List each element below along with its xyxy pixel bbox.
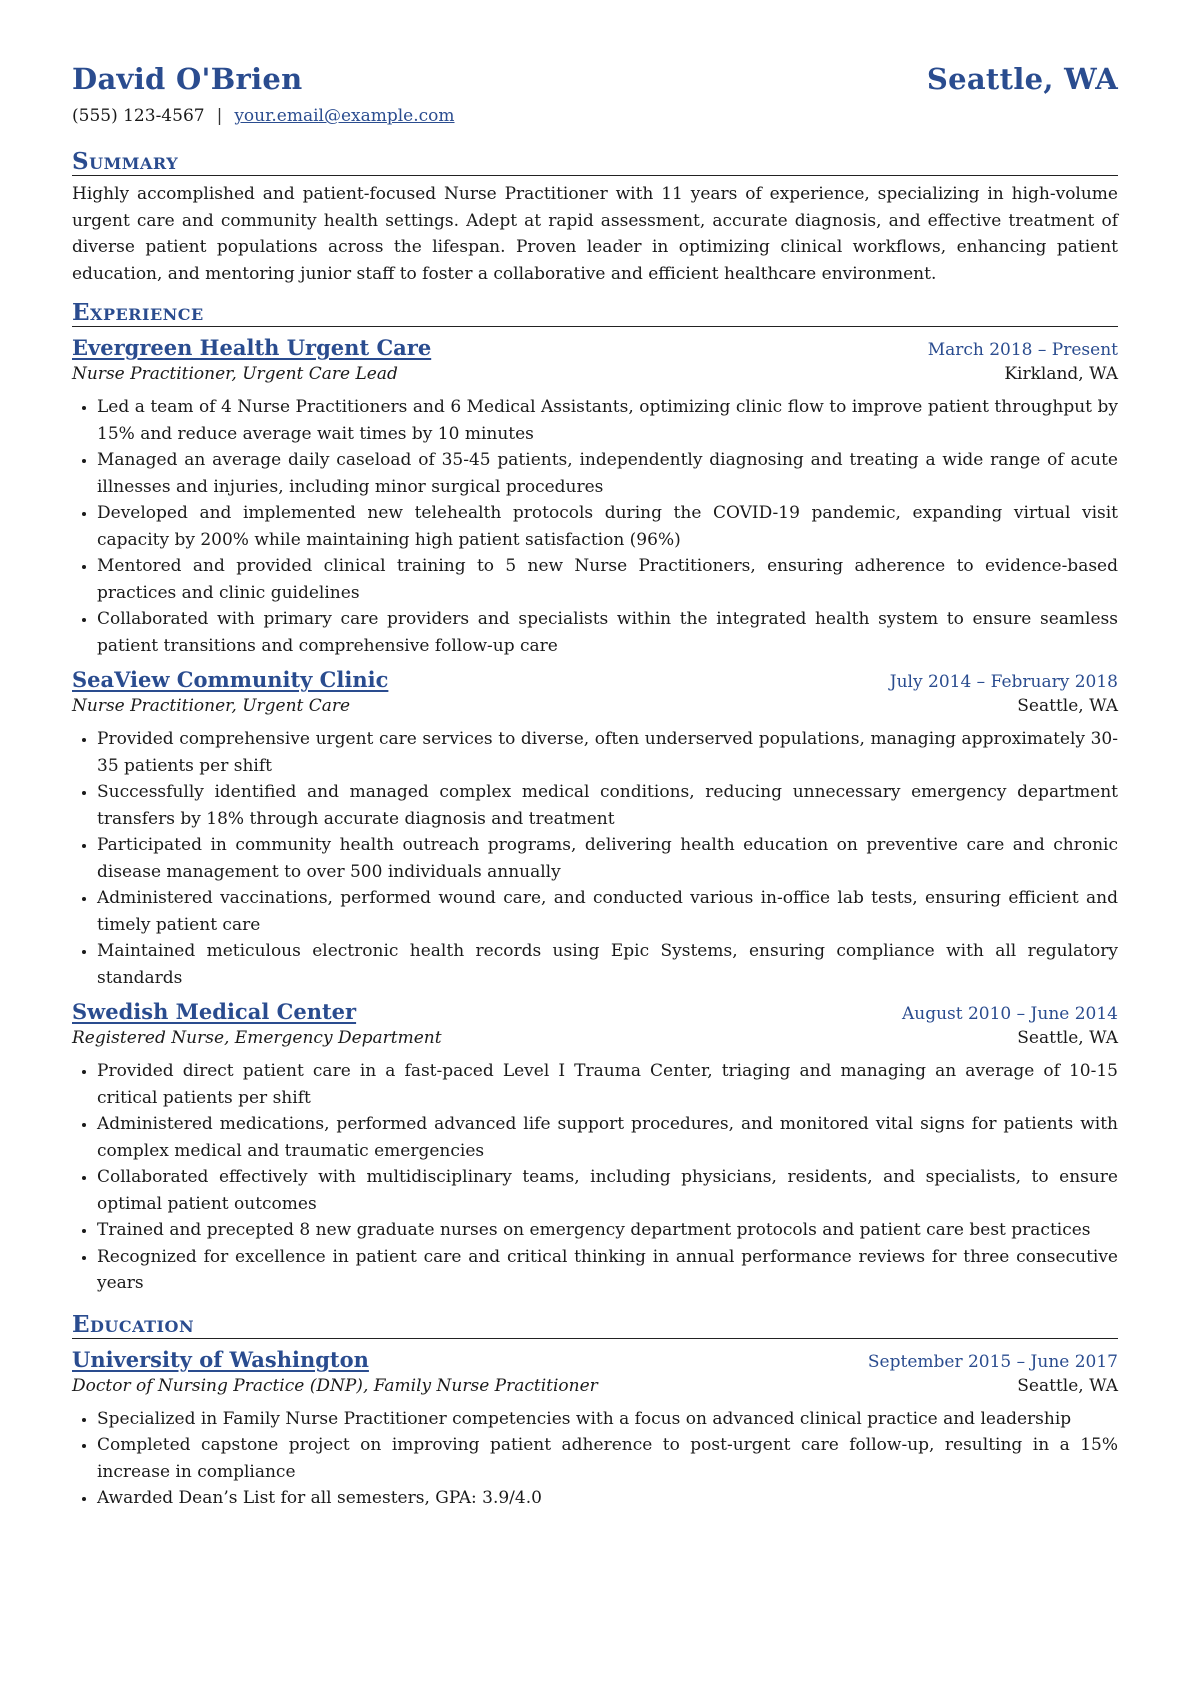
bullet-item: • Maintained meticulous electronic health records using Epic Systems, ensuring compliance with all regulatory standards bbox=[97, 938, 1118, 991]
summary-text: Highly accomplished and patient-focused Nurse Practitioner with 11 years of experience, specializing in high-volume urgent care and community health settings. Adept at rapid assessment, accurate diagnosis, and effective treatment of diverse patient populations across the lifespan. Proven leader in optimizing clinical workflows, enhancing patient education, and mentoring junior staff to foster a collaborative and efficient healthcare environment. bbox=[72, 184, 1118, 284]
entry-dates: July 2014 – February 2018 bbox=[889, 672, 1118, 692]
entry-subheader bbox=[72, 1028, 1118, 1048]
bullet-item: • Provided comprehensive urgent care services to diverse, often underserved populations, managing approximately 30-35 patients per shift bbox=[97, 726, 1118, 779]
entry-location: Kirkland, WA bbox=[1004, 364, 1118, 384]
entry-dates: March 2018 – Present bbox=[927, 340, 1118, 360]
bullet-item: • Administered vaccinations, performed wound care, and conducted various in-office lab tests, ensuring efficient and timely patient care bbox=[97, 885, 1118, 938]
entry-role: Nurse Practitioner, Urgent Care Lead bbox=[72, 364, 398, 384]
organization-link[interactable]: University of Washington bbox=[72, 1346, 369, 1372]
education-entry bbox=[72, 1347, 1118, 1512]
bullet-item: • Provided direct patient care in a fast-paced Level I Trauma Center, triaging and managing an average of 10-15 critical patients per shift bbox=[97, 1058, 1118, 1111]
entry-header bbox=[72, 999, 1118, 1024]
entry-location: Seattle, WA bbox=[1017, 1375, 1118, 1396]
email-link[interactable]: your.email@example.com bbox=[234, 106, 455, 126]
entry-bullet-list bbox=[72, 726, 1118, 991]
entry-subheader bbox=[72, 1376, 1118, 1396]
experience-entry bbox=[72, 667, 1118, 991]
contact-line bbox=[72, 106, 1118, 126]
section-title-experience: Experience bbox=[72, 299, 1118, 327]
candidate-location: Seattle, WA bbox=[926, 62, 1118, 96]
bullet-item: • Successfully identified and managed complex medical conditions, reducing unnecessary emergency department transfers by 18% through accurate diagnosis and treatment bbox=[97, 779, 1118, 832]
bullet-item: • Mentored and provided clinical training to 5 new Nurse Practitioners, ensuring adherence to evidence-based practices and clinic guidelines bbox=[97, 553, 1118, 606]
entry-subheader bbox=[72, 696, 1118, 716]
entry-bullet-list bbox=[72, 1406, 1118, 1512]
bullet-item: • Participated in community health outreach programs, delivering health education on preventive care and chronic disease management to over 500 individuals annually bbox=[97, 832, 1118, 885]
entry-role: Registered Nurse, Emergency Department bbox=[72, 1028, 442, 1048]
bullet-item: • Specialized in Family Nurse Practitioner competencies with a focus on advanced clinical practice and leadership bbox=[97, 1406, 1118, 1433]
bullet-item: • Completed capstone project on improving patient adherence to post-urgent care follow-up, resulting in a 15% increase in compliance bbox=[97, 1432, 1118, 1485]
section-title-summary: Summary bbox=[72, 148, 1118, 176]
bullet-item: • Managed an average daily caseload of 35-45 patients, independently diagnosing and treating a wide range of acute illnesses and injuries, including minor surgical procedures bbox=[97, 447, 1118, 500]
experience-list bbox=[72, 335, 1118, 1297]
resume-header bbox=[72, 62, 1118, 96]
entry-subheader bbox=[72, 364, 1118, 384]
bullet-item: • Awarded Dean’s List for all semesters, GPA: 3.9/4.0 bbox=[97, 1485, 1118, 1512]
experience-entry bbox=[72, 335, 1118, 659]
bullet-item: • Trained and precepted 8 new graduate nurses on emergency department protocols and patient care best practices bbox=[97, 1217, 1118, 1244]
entry-bullet-list bbox=[72, 394, 1118, 659]
bullet-item: • Administered medications, performed advanced life support procedures, and monitored vital signs for patients with complex medical and traumatic emergencies bbox=[97, 1111, 1118, 1164]
bullet-item: • Led a team of 4 Nurse Practitioners and 6 Medical Assistants, optimizing clinic flow to improve patient throughput by 15% and reduce average wait times by 10 minutes bbox=[97, 394, 1118, 447]
entry-role: Nurse Practitioner, Urgent Care bbox=[72, 696, 351, 716]
entry-header bbox=[72, 667, 1118, 692]
section-title-education: Education bbox=[72, 1311, 1118, 1339]
experience-entry bbox=[72, 999, 1118, 1297]
bullet-item: • Recognized for excellence in patient care and critical thinking in annual performance reviews for three consecutive years bbox=[97, 1244, 1118, 1297]
organization-link[interactable]: SeaView Community Clinic bbox=[72, 667, 389, 692]
bullet-item: • Developed and implemented new telehealth protocols during the COVID-19 pandemic, expanding virtual visit capacity by 200% while maintaining high patient satisfaction (96%) bbox=[97, 500, 1118, 553]
entry-header bbox=[72, 1347, 1118, 1372]
candidate-name: David O'Brien bbox=[72, 62, 303, 96]
organization-link[interactable]: Swedish Medical Center bbox=[72, 999, 357, 1024]
organization-link[interactable]: Evergreen Health Urgent Care bbox=[72, 335, 432, 360]
education-list bbox=[72, 1347, 1118, 1512]
phone-number: (555) 123-4567 bbox=[72, 106, 205, 126]
contact-separator: | bbox=[216, 106, 223, 126]
bullet-item: • Collaborated with primary care providers and specialists within the integrated health system to ensure seamless patient transitions and comprehensive follow-up care bbox=[97, 606, 1118, 659]
entry-dates: September 2015 – June 2017 bbox=[867, 1351, 1118, 1372]
bullet-item: • Collaborated effectively with multidisciplinary teams, including physicians, residents, and specialists, to ensure optimal patient outcomes bbox=[97, 1164, 1118, 1217]
entry-location: Seattle, WA bbox=[1017, 1028, 1118, 1048]
entry-dates: August 2010 – June 2014 bbox=[901, 1004, 1118, 1024]
entry-location: Seattle, WA bbox=[1017, 696, 1118, 716]
entry-header bbox=[72, 335, 1118, 360]
entry-bullet-list bbox=[72, 1058, 1118, 1297]
entry-role: Doctor of Nursing Practice (DNP), Family Nurse Practitioner bbox=[72, 1375, 598, 1396]
